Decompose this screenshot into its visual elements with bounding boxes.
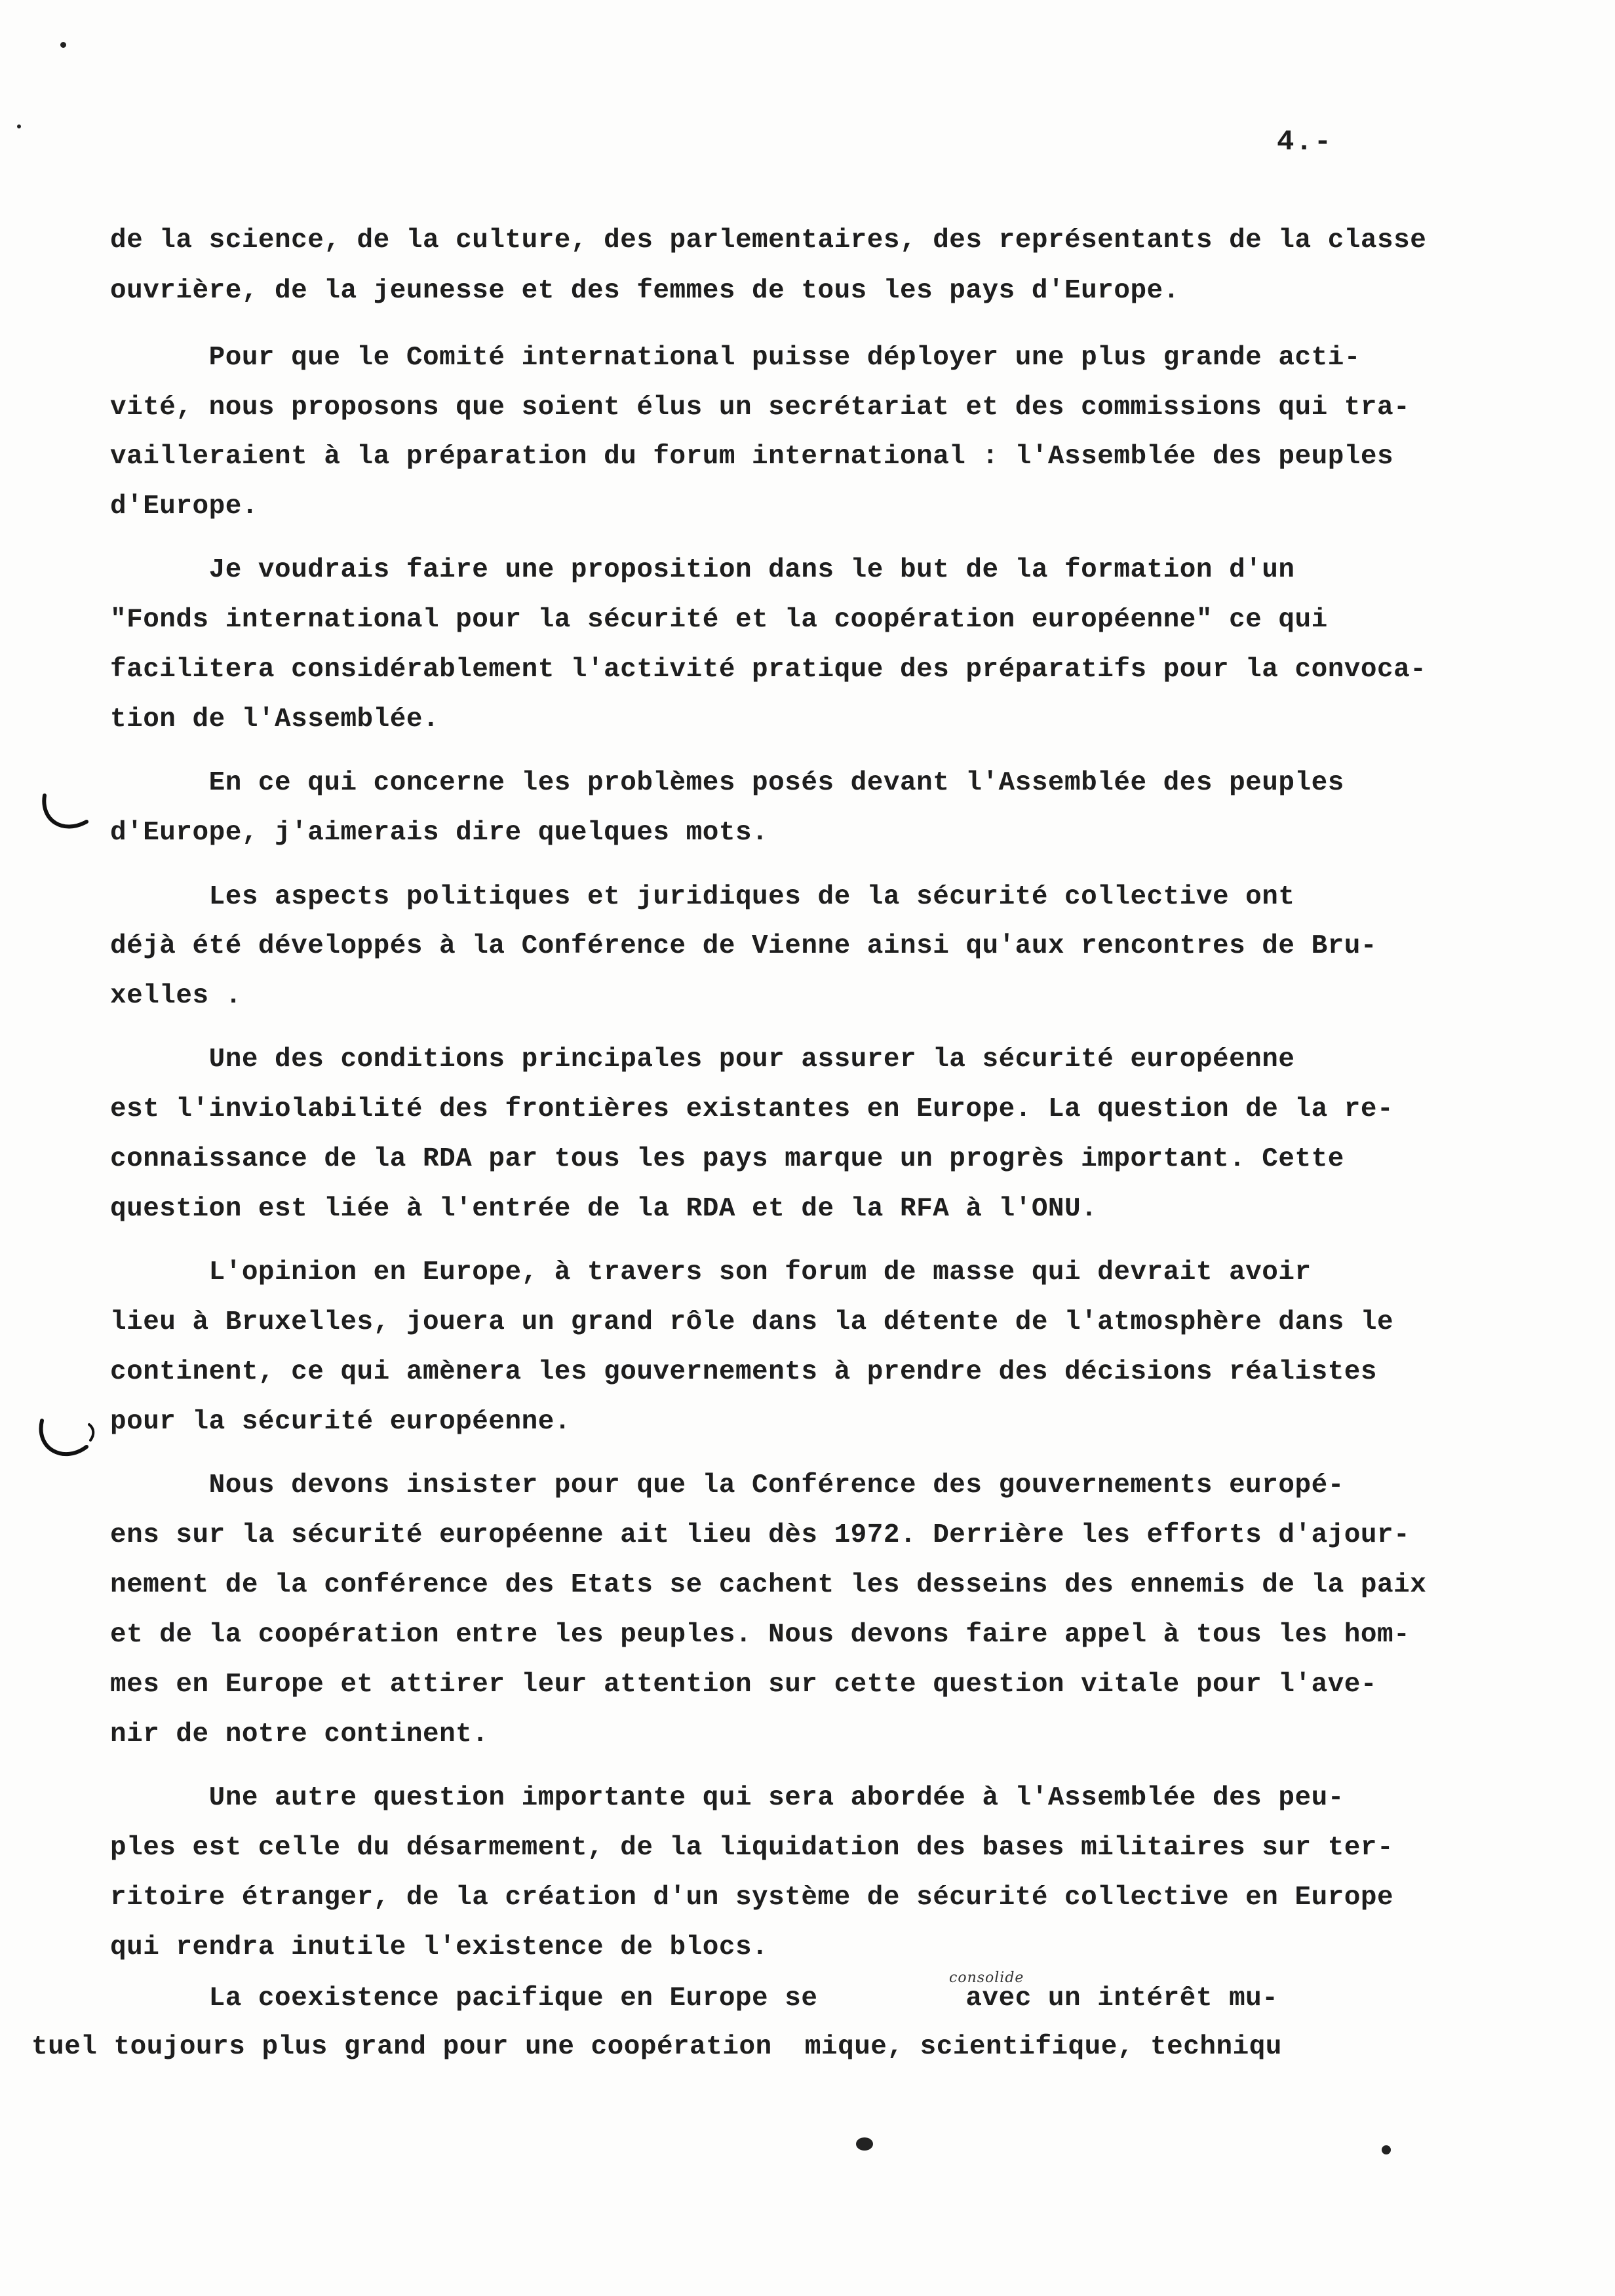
margin-bracket-mark-2 (34, 1409, 106, 1474)
text-line: La coexistence pacifique en Europe se avec un intérêt mu- (110, 1983, 1279, 2014)
text-line: ritoire étranger, de la création d'un système de sécurité collective en Europe (110, 1883, 1394, 1913)
ink-blot-end (1382, 2145, 1391, 2154)
punch-mark-left (17, 124, 21, 128)
text-line: vité, nous proposons que soient élus un secrétariat et des commissions qui tra- (110, 392, 1411, 423)
text-line: Une des conditions principales pour assurer la sécurité européenne (110, 1044, 1295, 1075)
text-line: Les aspects politiques et juridiques de la sécurité collective ont (110, 882, 1295, 912)
text-line: de la science, de la culture, des parlementaires, des représentants de la classe (110, 225, 1427, 256)
text-line: ouvrière, de la jeunesse et des femmes de tous les pays d'Europe. (110, 276, 1180, 306)
text-line: connaissance de la RDA par tous les pays marque un progrès important. Cette (110, 1144, 1344, 1174)
text-line: d'Europe. (110, 491, 258, 522)
text-line: facilitera considérablement l'activité pratique des préparatifs pour la convoca- (110, 655, 1427, 685)
text-line: tuel toujours plus grand pour une coopération mique, scientifique, techniqu (31, 2032, 1282, 2062)
text-line: est l'inviolabilité des frontières existantes en Europe. La question de la re- (110, 1094, 1394, 1124)
text-line: ens sur la sécurité européenne ait lieu dès 1972. Derrière les efforts d'ajour- (110, 1520, 1411, 1550)
text-line: Pour que le Comité international puisse déployer une plus grande acti- (110, 343, 1361, 373)
text-line: Je voudrais faire une proposition dans le but de la formation d'un (110, 555, 1295, 585)
text-line: déjà été développés à la Conférence de Vienne ainsi qu'aux rencontres de Bru- (110, 931, 1378, 961)
page-number: 4.- (1277, 126, 1333, 159)
text-line: pour la sécurité européenne. (110, 1407, 571, 1437)
text-line: nir de notre continent. (110, 1719, 489, 1750)
handwritten-correction: consolide (949, 1970, 1024, 1986)
text-line: ples est celle du désarmement, de la liquidation des bases militaires sur ter- (110, 1833, 1394, 1863)
punch-mark-top (60, 42, 66, 48)
text-line: tion de l'Assemblée. (110, 704, 440, 735)
text-line: continent, ce qui amènera les gouvernements à prendre des décisions réalistes (110, 1357, 1378, 1387)
text-line: vailleraient à la préparation du forum international : l'Assemblée des peuples (110, 442, 1394, 472)
text-line: d'Europe, j'aimerais dire quelques mots. (110, 818, 769, 848)
text-line: et de la coopération entre les peuples. Nous devons faire appel à tous les hom- (110, 1620, 1411, 1650)
text-line: xelles . (110, 981, 242, 1011)
text-line: "Fonds international pour la sécurité et la coopération européenne" ce qui (110, 605, 1328, 635)
text-line: Nous devons insister pour que la Conférence des gouvernements europé- (110, 1470, 1344, 1501)
text-line: qui rendra inutile l'existence de blocs. (110, 1932, 769, 1962)
margin-bracket-mark-1 (38, 786, 97, 845)
text-line: question est liée à l'entrée de la RDA et de la RFA à l'ONU. (110, 1194, 1098, 1224)
text-line: mes en Europe et attirer leur attention sur cette question vitale pour l'ave- (110, 1670, 1378, 1700)
text-line: nement de la conférence des Etats se cachent les desseins des ennemis de la paix (110, 1570, 1427, 1600)
text-line: lieu à Bruxelles, jouera un grand rôle dans la détente de l'atmosphère dans le (110, 1307, 1394, 1337)
text-line: En ce qui concerne les problèmes posés devant l'Assemblée des peuples (110, 768, 1344, 798)
text-line: L'opinion en Europe, à travers son forum de masse qui devrait avoir (110, 1257, 1312, 1288)
ink-blot (856, 2137, 873, 2151)
text-line: Une autre question importante qui sera abordée à l'Assemblée des peu- (110, 1783, 1344, 1813)
